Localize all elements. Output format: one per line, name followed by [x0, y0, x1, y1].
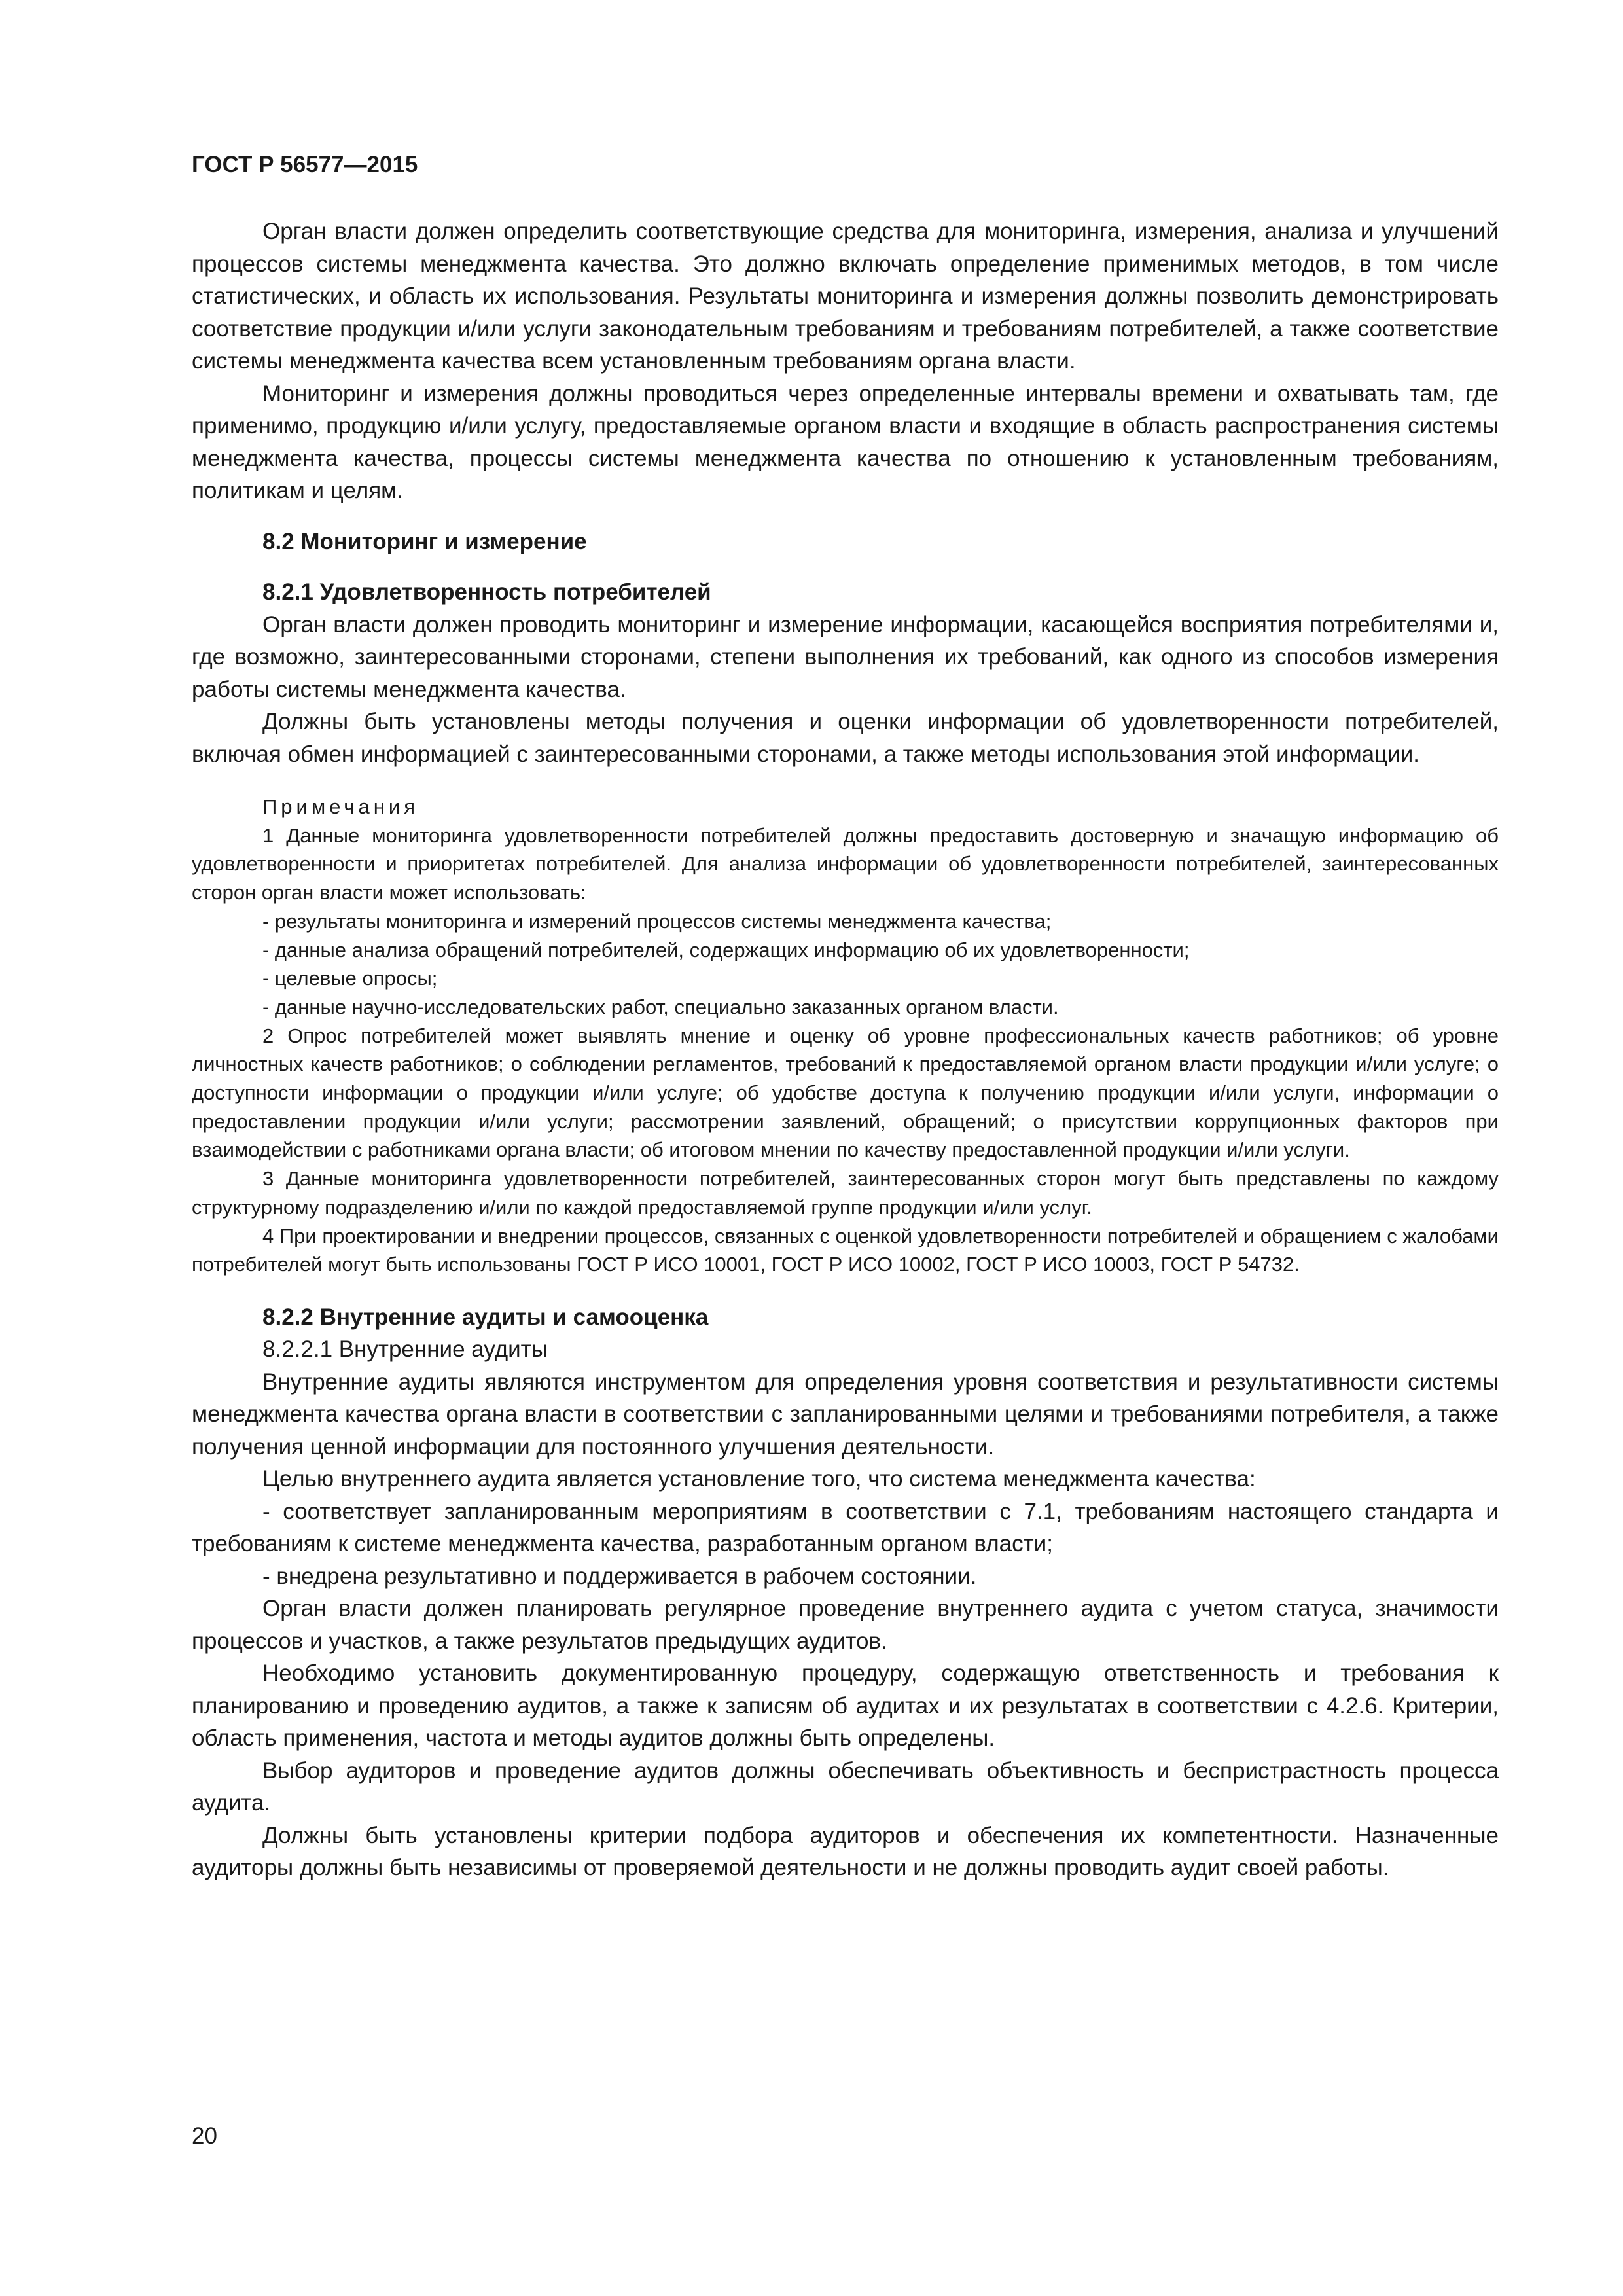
body-paragraph: Целью внутреннего аудита является установление того, что система менеджмента качества: — [262, 1466, 1256, 1492]
body-paragraph: Внутренние аудиты являются инструментом для определения уровня соответствия и результативности системы менеджмента качества органа власти в соответствии с запланированными целями и требованиями потребителя, а также получения ценной информации для постоянного улучшения деятельности. — [192, 1369, 1499, 1460]
note-item: 1 Данные мониторинга удовлетворенности потребителей должны предоставить достоверную и значащую информацию об удовлетворенности и приоритетах потребителей. Для анализа информации об удовлетворенности потребителей, заинтересованных сторон орган власти может использовать: — [192, 823, 1499, 905]
body-paragraph: Орган власти должен проводить мониторинг и измерение информации, касающейся восприятия потребителями и, где возможно, заинтересованными сторонами, степени выполнения их требований, как одного из способов измерения работы системы менеджмента качества. — [192, 611, 1499, 702]
list-item: - соответствует запланированным мероприятиям в соответствии с 7.1, требованиям настоящего стандарта и требованиям к системе менеджмента качества, разработанным органом власти; — [192, 1498, 1499, 1557]
document-page — [192, 149, 1499, 1884]
subsection-heading-8-2-2-1: 8.2.2.1 Внутренние аудиты — [262, 1336, 548, 1363]
list-item: - внедрена результативно и поддерживается в рабочем состоянии. — [262, 1563, 977, 1589]
page-number: 20 — [192, 2123, 217, 2149]
note-item: 4 При проектировании и внедрении процессов, связанных с оценкой удовлетворенности потребителей и обращением с жалобами потребителей могут быть использованы ГОСТ Р ИСО 10001, ГОСТ Р ИСО 10002, ГОСТ Р ИСО 10003, ГОСТ Р 54732. — [192, 1224, 1499, 1276]
notes-block — [192, 793, 1499, 1279]
note-item: - целевые опросы; — [262, 967, 438, 990]
section-heading-8-2-1: 8.2.1 Удовлетворенность потребителей — [262, 579, 711, 605]
body-paragraph: Выбор аудиторов и проведение аудитов должны обеспечивать объективность и беспристрастность процесса аудита. — [192, 1757, 1499, 1816]
body-paragraph: Необходимо установить документированную процедуру, содержащую ответственность и требования к планированию и проведению аудитов, а также к записям об аудитах и их результатах в соответствии с 4.2.6. Критерии, область применения, частота и методы аудитов должны быть определены. — [192, 1660, 1499, 1751]
document-id-header: ГОСТ Р 56577—2015 — [192, 152, 418, 177]
body-paragraph: Орган власти должен планировать регулярное проведение внутреннего аудита с учетом статуса, значимости процессов и участков, а также результатов предыдущих аудитов. — [192, 1596, 1499, 1654]
section-heading-8-2: 8.2 Мониторинг и измерение — [262, 528, 587, 554]
note-item: 2 Опрос потребителей может выявлять мнение и оценку об уровне профессиональных качеств работников; об уровне личностных качеств работников; о соблюдении регламентов, требований к предоставляемой органом власти продукции и/или услуге; о доступности информации о продукции и/или услуге; об удобстве доступа к получению продукции и/или услуги, информации о предоставлении продукции и/или услуги; рассмотрении заявлений, обращений; о присутствии коррупционных факторов при взаимодействии с работниками органа власти; об итоговом мнении по качеству предоставленной продукции и/или услуги. — [192, 1024, 1499, 1162]
note-item: - результаты мониторинга и измерений процессов системы менеджмента качества; — [262, 909, 1052, 933]
body-paragraph: Должны быть установлены критерии подбора аудиторов и обеспечения их компетентности. Назначенные аудиторы должны быть независимы от проверяемой деятельности и не должны проводить аудит своей работы. — [192, 1822, 1499, 1881]
body-paragraph: Должны быть установлены методы получения и оценки информации об удовлетворенности потребителей, включая обмен информацией с заинтересованными сторонами, а также методы использования этой информации. — [192, 709, 1499, 767]
section-heading-8-2-2: 8.2.2 Внутренние аудиты и самооценка — [262, 1304, 709, 1330]
note-item: - данные анализа обращений потребителей, содержащих информацию об их удовлетворенности; — [262, 938, 1190, 961]
intro-paragraph: Орган власти должен определить соответствующие средства для мониторинга, измерения, анализа и улучшений процессов системы менеджмента качества. Это должно включать определение применимых методов, в том числе статистических, и область их использования. Результаты мониторинга и измерения должны позволить демонстрировать соответствие продукции и/или услуги законодательным требованиям и требованиям потребителей, а также соответствие системы менеджмента качества всем установленным требованиям органа власти. — [192, 219, 1499, 374]
notes-title: Примечания — [262, 795, 419, 818]
note-item: 3 Данные мониторинга удовлетворенности потребителей, заинтересованных сторон могут быть представлены по каждому структурному подразделению и/или по каждой предоставляемой группе продукции и/или услуг. — [192, 1167, 1499, 1219]
note-item: - данные научно-исследовательских работ, специально заказанных органом власти. — [262, 995, 1059, 1018]
intro-paragraph: Мониторинг и измерения должны проводиться через определенные интервалы времени и охватывать там, где применимо, продукцию и/или услугу, предоставляемые органом власти и входящие в область распространения системы менеджмента качества, процессы системы менеджмента качества по отношению к установленным требованиям, политикам и целям. — [192, 380, 1499, 503]
